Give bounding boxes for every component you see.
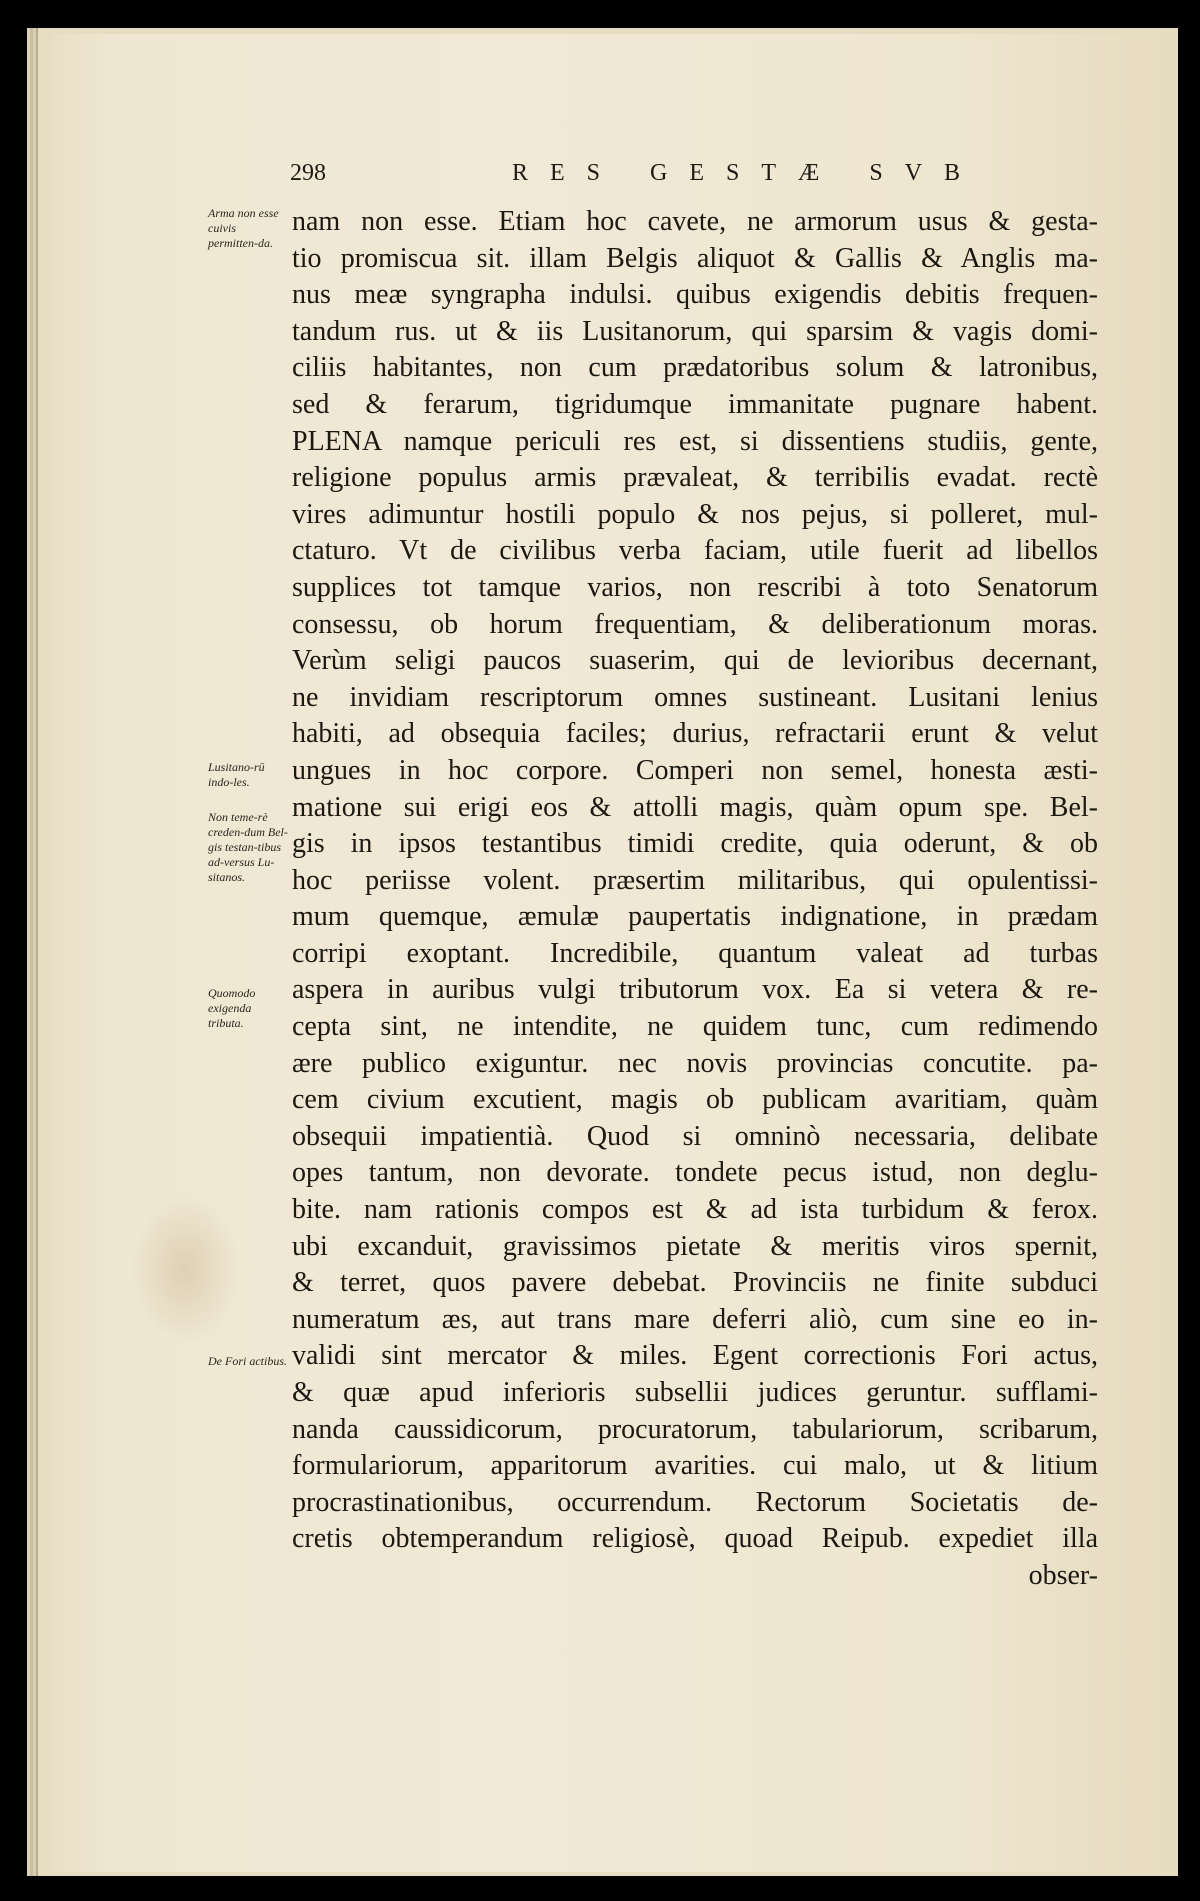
text-line: tandum rus. ut & iis Lusitanorum, qui sparsim & vagis domi- [292, 315, 1098, 347]
margin-note: Quomodo exigenda tributa. [208, 986, 256, 1030]
text-line: procrastinationibus, occurrendum. Rectorum Societatis de- [292, 1486, 1098, 1518]
text-line: nus meæ syngrapha indulsi. quibus exigendis debitis frequen- [292, 279, 1098, 311]
text-line: validi sint mercator & miles. Egent correctionis Fori actus, [292, 1340, 1098, 1372]
catchword: obser- [1028, 1559, 1098, 1591]
text-line: consessu, ob horum frequentiam, & deliberationum moras. [292, 608, 1098, 640]
text-line: opes tantum, non devorate. tondete pecus istud, non deglu- [292, 1157, 1098, 1189]
text-line: hoc periisse volent. præsertim militaribus, qui opulentissi- [292, 864, 1098, 896]
text-line: formulariorum, apparitorum avarities. cui malo, ut & litium [292, 1450, 1098, 1482]
text-line: ne invidiam rescriptorum omnes sustineant. Lusitani lenius [292, 681, 1098, 713]
text-line: tio promiscua sit. illam Belgis aliquot & Gallis & Anglis ma- [292, 242, 1098, 274]
margin-notes [208, 0, 288, 1901]
margin-note: Lusitano-rū indo-les. [208, 760, 265, 789]
text-line: numeratum æs, aut trans mare deferri aliò, cum sine eo in- [292, 1303, 1098, 1335]
page-header [290, 156, 1150, 196]
margin-note: De Fori actibus. [208, 1354, 287, 1368]
text-line: mum quemque, æmulæ paupertatis indignatione, in prædam [292, 901, 1098, 933]
text-line: nam non esse. Etiam hoc cavete, ne armorum usus & gesta- [292, 206, 1098, 237]
text-line: & terret, quos pavere debebat. Provinciis ne finite subduci [292, 1267, 1098, 1299]
text-line: religione populus armis prævaleat, & terribilis evadat. rectè [292, 462, 1098, 494]
body-text [292, 204, 1098, 1595]
text-line: nanda caussidicorum, procuratorum, tabulariorum, scribarum, [292, 1413, 1098, 1445]
text-line: aspera in auribus vulgi tributorum vox. Ea si vetera & re- [292, 974, 1098, 1006]
margin-note: Arma non esse cuivis permitten-da. [208, 206, 279, 250]
text-line: & quæ apud inferioris subsellii judices geruntur. sufflami- [292, 1377, 1098, 1408]
text-line: sed & ferarum, tigridumque immanitate pugnare habent. [292, 388, 1098, 420]
text-line: ungues in hoc corpore. Comperi non semel, honesta æsti- [292, 754, 1098, 786]
text-line: vires adimuntur hostili populo & nos pejus, si polleret, mul- [292, 498, 1098, 530]
text-line: corripi exoptant. Incredibile, quantum valeat ad turbas [292, 937, 1098, 969]
text-line: supplices tot tamque varios, non rescribi à toto Senatorum [292, 571, 1098, 603]
text-line: habiti, ad obsequia faciles; durius, refractarii erunt & velut [292, 718, 1098, 750]
text-line: ciliis habitantes, non cum prædatoribus solum & latronibus, [292, 352, 1098, 384]
text-line: ctaturo. Vt de civilibus verba faciam, utile fuerit ad libellos [292, 535, 1098, 567]
margin-note: Non teme-rè creden-dum Bel-gis testan-tibus ad-versus Lu-sitanos. [208, 810, 288, 884]
page-number: 298 [290, 160, 326, 186]
text-line: Verùm seligi paucos suaserim, qui de levioribus decernant, [292, 645, 1098, 677]
text-line: obsequii impatientià. Quod si omninò necessaria, delibate [292, 1120, 1098, 1152]
text-line: cretis obtemperandum religiosè, quoad Reipub. expediet illa [292, 1523, 1098, 1555]
text-line: gis in ipsos testantibus timidi credite, quia oderunt, & ob [292, 828, 1098, 860]
text-line: cem civium excutient, magis ob publicam avaritiam, quàm [292, 1084, 1098, 1116]
text-line: PLENA namque periculi res est, si dissentiens studiis, gente, [292, 425, 1098, 457]
text-line: cepta sint, ne intendite, ne quidem tunc, cum redimendo [292, 1011, 1098, 1043]
text-line: ubi excanduit, gravissimos pietate & meritis viros spernit, [292, 1230, 1098, 1262]
running-title: RES GESTÆ SVB [512, 160, 983, 186]
text-line: ære publico exiguntur. nec novis provincias concutite. pa- [292, 1047, 1098, 1079]
text-line: bite. nam rationis compos est & ad ista turbidum & ferox. [292, 1194, 1098, 1226]
text-line: matione sui erigi eos & attolli magis, quàm opum spe. Bel- [292, 791, 1098, 823]
